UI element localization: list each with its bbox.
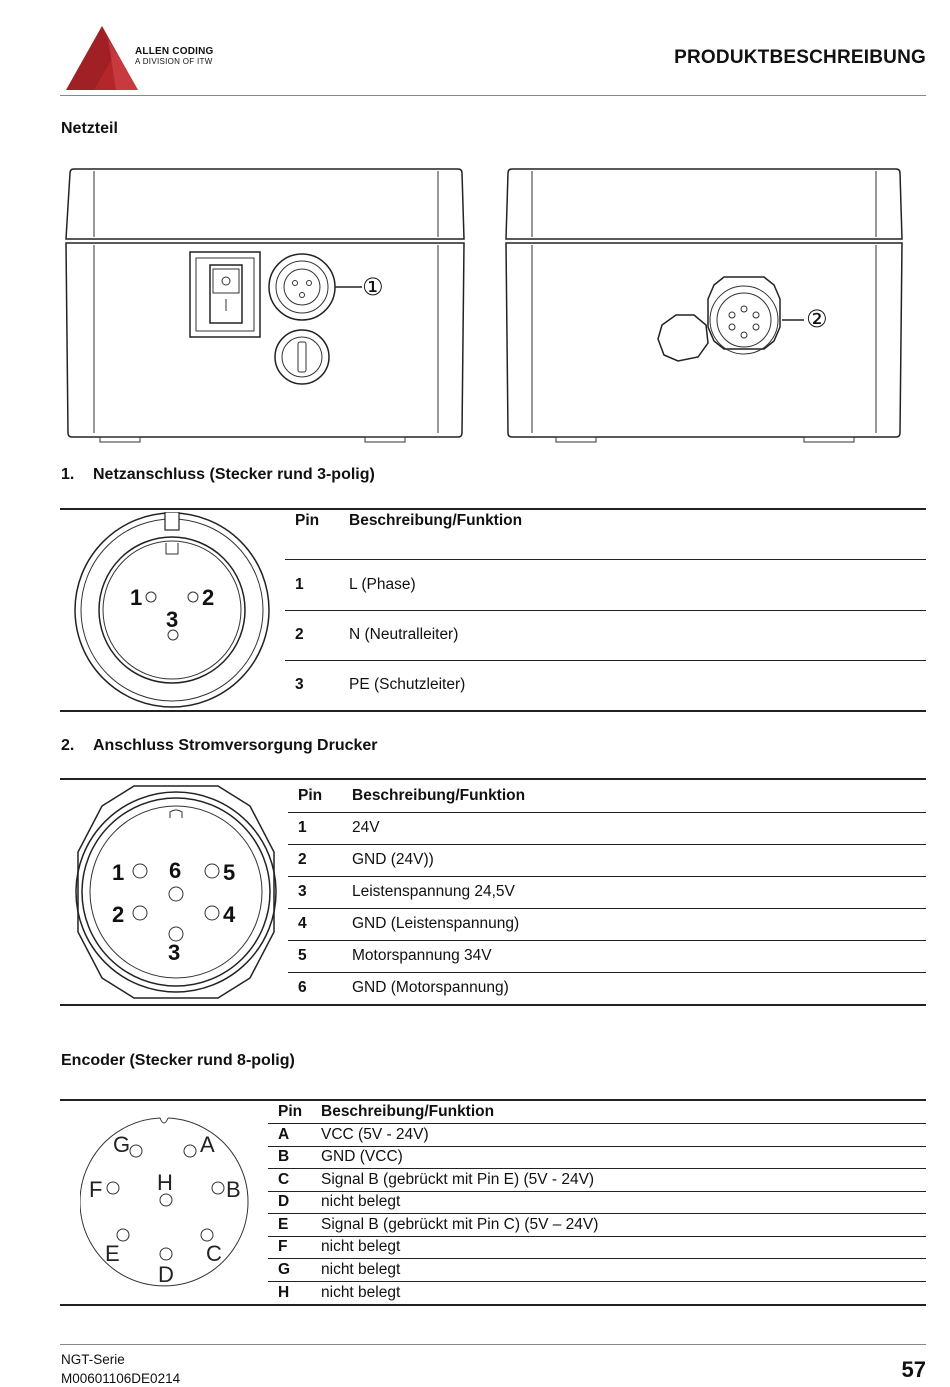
connector-6pin-drawing <box>72 782 282 1002</box>
table-row <box>288 940 926 972</box>
callout-1: ① <box>362 274 384 301</box>
company-division: A DIVISION OF ITW <box>135 57 213 66</box>
pin-table-8pin <box>268 1101 926 1304</box>
pin-cell: 3 <box>298 883 307 900</box>
pin-label-C: C <box>206 1241 222 1266</box>
pin-label-6: 6 <box>169 858 182 883</box>
table-row <box>268 1169 926 1192</box>
table-header-row <box>288 780 926 812</box>
pin-label-3: 3 <box>168 940 181 965</box>
pin-label-4: 4 <box>223 902 236 927</box>
table-row <box>268 1259 926 1282</box>
footer-doc-number: M00601106DE0214 <box>61 1371 181 1386</box>
pin-cell: A <box>278 1125 290 1143</box>
table-row <box>268 1236 926 1259</box>
table-header-row <box>285 510 926 559</box>
pin-label-3: 3 <box>166 607 179 632</box>
pin-cell: 2 <box>298 851 307 868</box>
table-row <box>288 876 926 908</box>
table-row <box>268 1214 926 1237</box>
table-row <box>268 1124 926 1147</box>
pin-cell: H <box>278 1283 290 1301</box>
pin-label-B: B <box>226 1177 241 1202</box>
footer-series: NGT-Serie <box>61 1352 125 1367</box>
pin-cell: 4 <box>298 915 307 932</box>
col-pin-header: Pin <box>298 786 323 804</box>
desc-cell: GND (24V)) <box>352 851 434 868</box>
power-supply-back-drawing <box>500 165 910 445</box>
table-bottom-rule <box>60 710 926 712</box>
col-desc-header: Beschreibung/Funktion <box>352 786 526 804</box>
table-row <box>268 1191 926 1214</box>
desc-cell: L (Phase) <box>349 575 416 593</box>
pin-cell: E <box>278 1215 289 1233</box>
pin-label-F: F <box>89 1177 103 1202</box>
pin-label-2: 2 <box>112 902 125 927</box>
pin-label-G: G <box>113 1132 131 1157</box>
table-row <box>268 1281 926 1304</box>
header-divider <box>60 95 926 96</box>
company-logo <box>64 24 140 92</box>
pin-label-E: E <box>105 1241 120 1266</box>
col-desc-header: Beschreibung/Funktion <box>321 1103 495 1120</box>
pin-cell: 5 <box>298 947 307 964</box>
section-heading-1 <box>61 466 375 484</box>
callout-2: ② <box>806 306 828 333</box>
desc-cell: Signal B (gebrückt mit Pin C) (5V – 24V) <box>321 1215 599 1233</box>
table-row <box>288 812 926 844</box>
pin-label-H: H <box>157 1170 173 1195</box>
table-row <box>285 660 926 710</box>
table-row <box>288 908 926 940</box>
pin-table-6pin <box>288 780 926 1004</box>
table-row <box>285 610 926 660</box>
desc-cell: 24V <box>352 819 380 836</box>
pin-cell: 2 <box>295 626 304 643</box>
desc-cell: nicht belegt <box>321 1283 401 1301</box>
pin-table-3pin <box>285 510 926 710</box>
col-pin-header: Pin <box>278 1103 303 1120</box>
table-row <box>288 844 926 876</box>
pin-label-1: 1 <box>130 585 143 610</box>
desc-cell: nicht belegt <box>321 1193 401 1211</box>
section-number: 2. <box>61 737 75 754</box>
pin-cell: C <box>278 1170 290 1188</box>
table-bottom-rule <box>60 1304 926 1306</box>
pin-cell: 6 <box>298 979 307 997</box>
pin-label-5: 5 <box>223 860 236 885</box>
desc-cell: nicht belegt <box>321 1260 401 1278</box>
table-bottom-rule <box>60 1004 926 1006</box>
section-heading-encoder: Encoder (Stecker rund 8-polig) <box>61 1052 295 1069</box>
section-heading-netzteil: Netzteil <box>61 120 118 137</box>
desc-cell: Signal B (gebrückt mit Pin E) (5V - 24V) <box>321 1170 595 1188</box>
pin-cell: G <box>278 1260 291 1278</box>
pin-cell: 1 <box>295 575 304 593</box>
footer-divider <box>60 1344 926 1345</box>
col-pin-header: Pin <box>295 512 320 529</box>
table-header-row <box>268 1101 926 1124</box>
pin-cell: D <box>278 1193 290 1211</box>
section-title: Anschluss Stromversorgung Drucker <box>93 737 378 754</box>
col-desc-header: Beschreibung/Funktion <box>349 512 523 529</box>
desc-cell: Motorspannung 34V <box>352 947 492 964</box>
desc-cell: nicht belegt <box>321 1238 401 1256</box>
desc-cell: Leistenspannung 24,5V <box>352 883 515 900</box>
desc-cell: GND (Motorspannung) <box>352 979 509 997</box>
table-row <box>288 972 926 1004</box>
pin-cell: B <box>278 1148 290 1166</box>
power-supply-front-drawing <box>60 165 470 445</box>
table-row <box>268 1146 926 1169</box>
section-number: 1. <box>61 466 75 483</box>
pin-label-A: A <box>200 1132 215 1157</box>
pin-label-1: 1 <box>112 860 125 885</box>
pin-label-2: 2 <box>202 585 215 610</box>
pin-cell: F <box>278 1238 288 1256</box>
section-heading-2 <box>61 737 378 755</box>
table-row <box>285 559 926 610</box>
desc-cell: GND (VCC) <box>321 1148 403 1166</box>
connector-8pin-drawing <box>80 1112 260 1292</box>
page-title: PRODUKTBESCHREIBUNG <box>674 47 926 68</box>
section-title: Netzanschluss (Stecker rund 3-polig) <box>93 466 375 483</box>
connector-3pin-drawing <box>72 512 277 708</box>
pin-cell: 3 <box>295 676 304 694</box>
desc-cell: GND (Leistenspannung) <box>352 915 520 932</box>
pin-cell: 1 <box>298 819 307 836</box>
desc-cell: N (Neutralleiter) <box>349 626 459 643</box>
company-name: ALLEN CODING <box>135 46 214 57</box>
page-number: 57 <box>901 1357 926 1382</box>
desc-cell: VCC (5V - 24V) <box>321 1125 429 1143</box>
pin-label-D: D <box>158 1262 174 1287</box>
desc-cell: PE (Schutzleiter) <box>349 676 466 694</box>
